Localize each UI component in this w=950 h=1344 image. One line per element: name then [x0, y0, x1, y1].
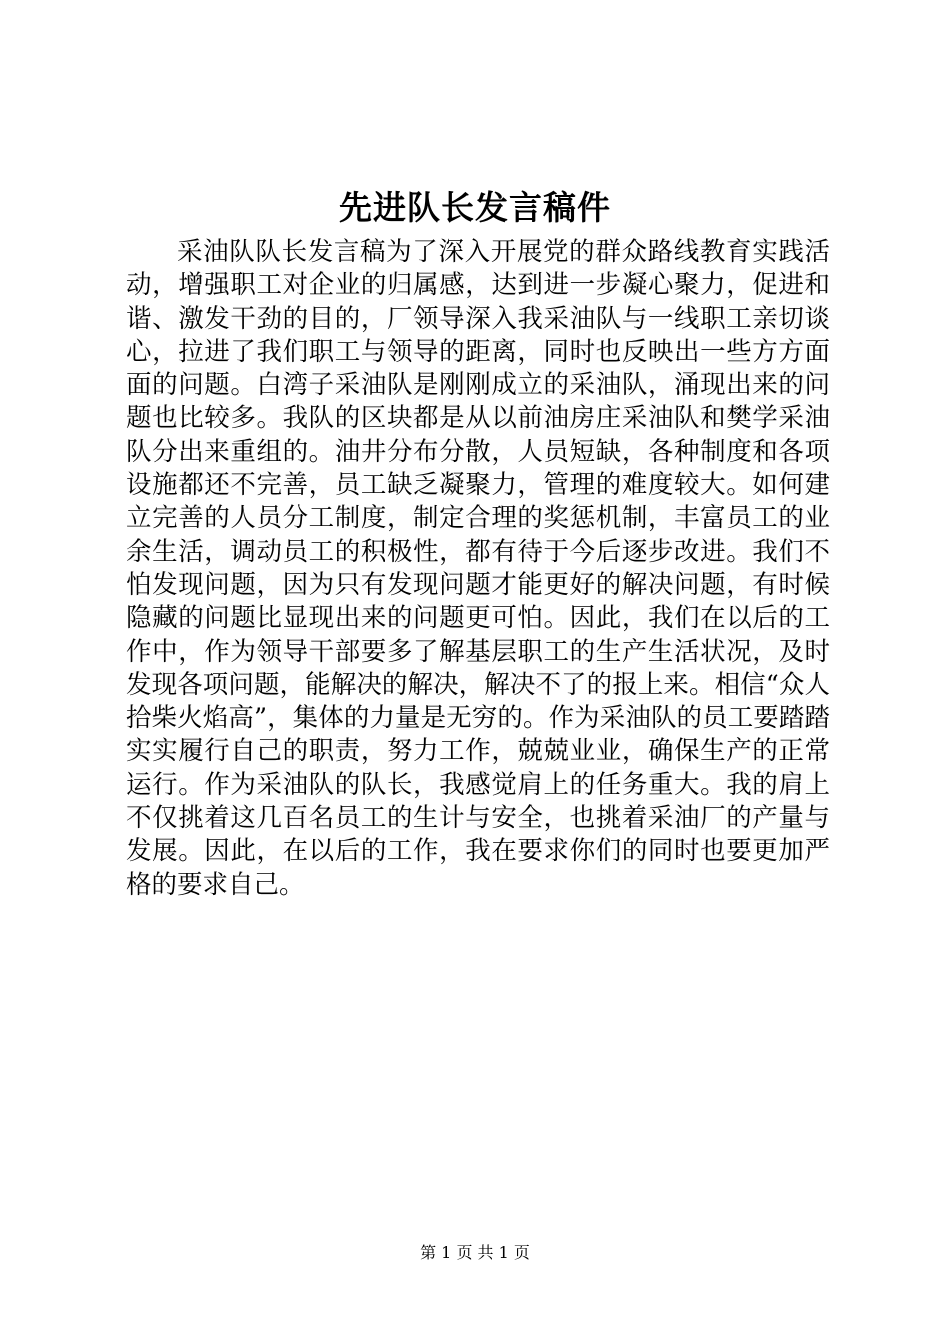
body-paragraph: 采油队队长发言稿为了深入开展党的群众路线教育实践活动，增强职工对企业的归属感，达到进一步凝心聚力，促进和谐、激发干劲的目的，厂领导深入我采油队与一线职工亲切谈心，拉进了我们职工与领导的距离，同时也反映出一些方方面面的问题。白湾子采油队是刚刚成立的采油队，涌现出来的问题也比较多。我队的区块都是从以前油房庄采油队和樊学采油队分出来重组的。油井分布分散，人员短缺，各种制度和各项设施都还不完善，员工缺乏凝聚力，管理的难度较大。如何建立完善的人员分工制度，制定合理的奖惩机制，丰富员工的业余生活，调动员工的积极性，都有待于今后逐步改进。我们不怕发现问题，因为只有发现问题才能更好的解决问题，有时候隐藏的问题比显现出来的问题更可怕。因此，我们在以后的工作中，作为领导干部要多了解基层职工的生产生活状况，及时发现各项问题，能解决的解决，解决不了的报上来。相信“众人拾柴火焰高”，集体的力量是无穷的。作为采油队的员工要踏踏实实履行自己的职责，努力工作，兢兢业业，确保生产的正常运行。作为采油队的队长，我感觉肩上的任务重大。我的肩上不仅挑着这几百名员工的生计与安全，也挑着采油厂的产量与发展。因此，在以后的工作，我在要求你们的同时也要更加严格的要求自己。 — [126, 237, 830, 900]
page-footer: 第 1 页 共 1 页 — [420, 1243, 530, 1262]
document-title: 先进队长发言稿件 — [339, 188, 611, 227]
